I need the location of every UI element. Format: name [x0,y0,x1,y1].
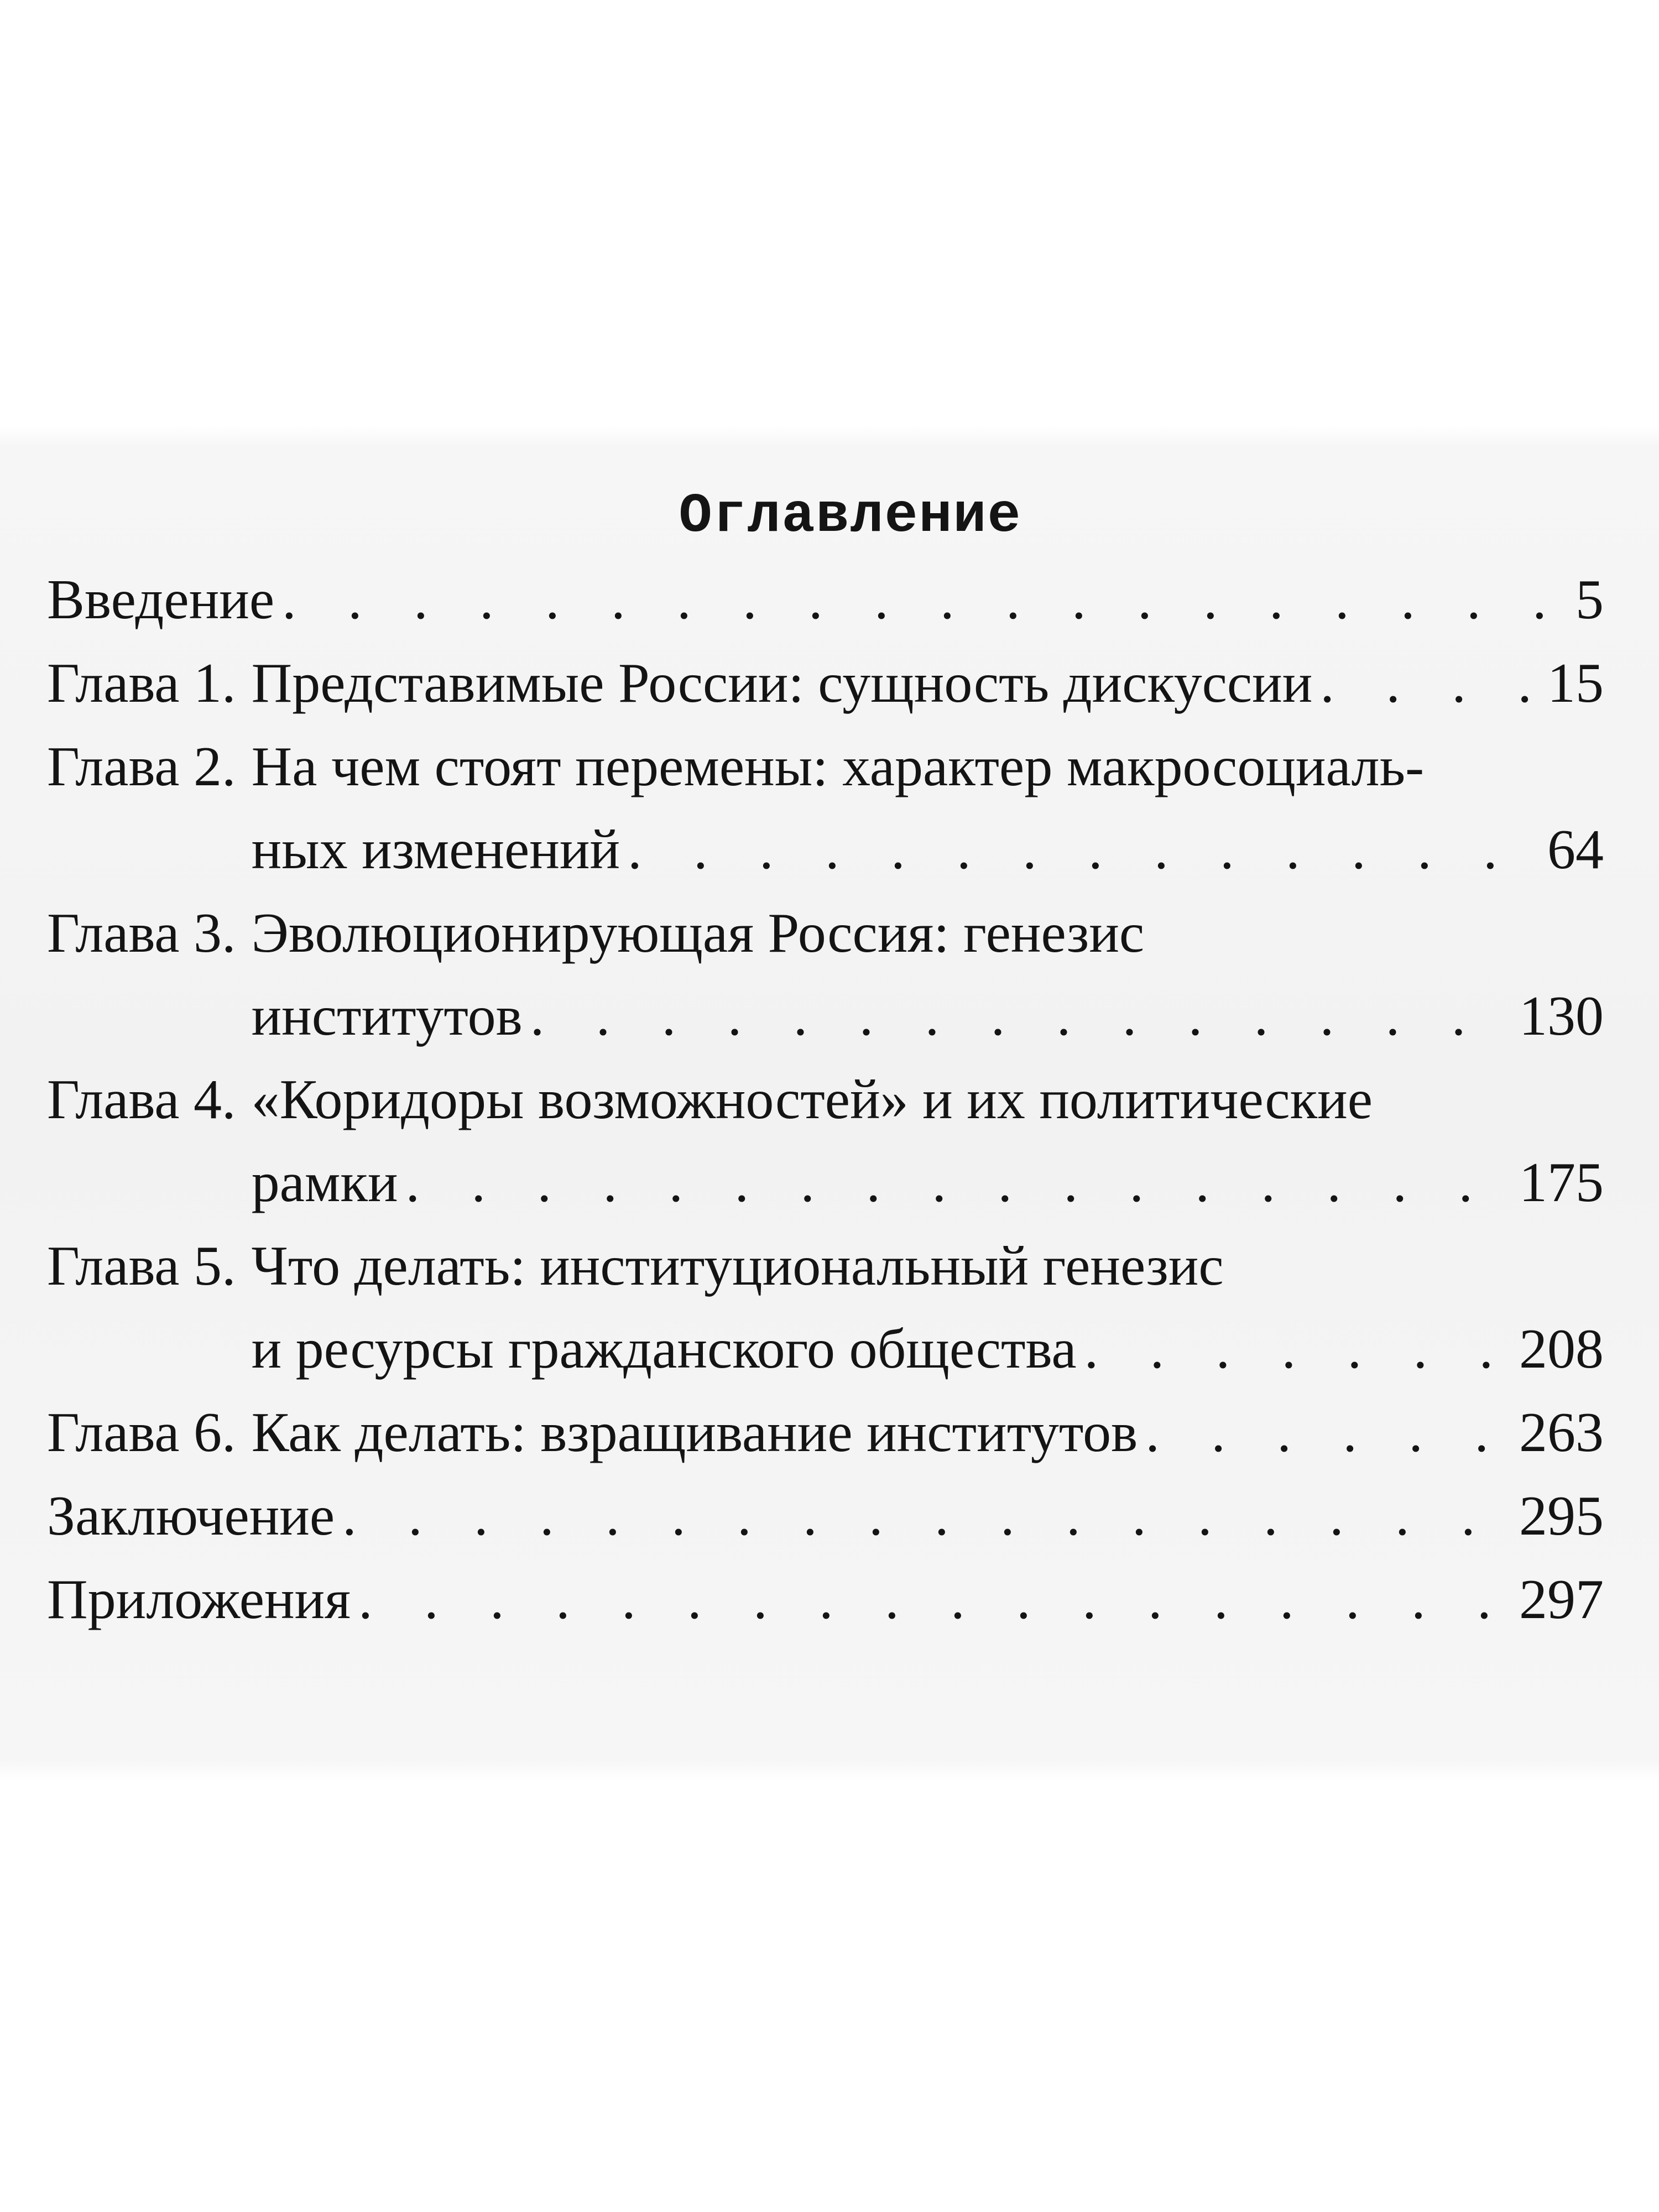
toc-entry-text: Представимые России: сущность дискуссии [251,652,1313,714]
chapter-label: Глава 1. [47,652,236,714]
table-of-contents [47,481,1604,1642]
toc-entry-body [252,726,1604,891]
toc-entry-text: Как делать: взращивание институтов [251,1401,1138,1464]
toc-page-number: 208 [1519,1318,1604,1380]
toc-entry-text: «Коридоры возможностей» и их политические [251,1068,1373,1131]
toc-page-number: 263 [1519,1401,1604,1464]
toc-entry-chapter-2[interactable] [47,726,1604,891]
toc-page-number: 15 [1547,652,1604,714]
chapter-label: Глава 2. [47,735,236,798]
toc-entry-chapter-5[interactable] [47,1225,1604,1391]
dot-leader [274,559,1575,641]
toc-entry-chapter-4[interactable] [47,1058,1604,1224]
chapter-label: Глава 6. [47,1401,236,1464]
toc-entry-text: Введение [47,568,275,631]
dot-leader [351,1558,1519,1641]
toc-entry-line [252,726,1604,808]
toc-entry-text: и ресурсы гражданского общества [251,1318,1077,1380]
toc-entry-chapter-1[interactable] [47,642,1604,725]
toc-entry-line [252,1391,1604,1474]
toc-entry-text: Эволюционирующая Россия: генезис [251,902,1145,964]
toc-entry-line [252,1308,1604,1391]
toc-entry-body [252,1058,1604,1224]
toc-page-number: 64 [1547,818,1604,881]
toc-entry-line [47,1475,1604,1558]
toc-entry-text: ных изменений [251,818,620,881]
toc-page-number: 297 [1519,1568,1604,1631]
toc-entry-line [252,1058,1604,1141]
toc-entry-body [252,642,1604,725]
toc-entry-line [252,975,1604,1058]
dot-leader [1138,1391,1519,1474]
toc-page-number: 130 [1519,985,1604,1047]
toc-page-number: 5 [1575,568,1604,631]
dot-leader [398,1141,1519,1224]
dot-leader [1312,642,1547,725]
toc-entry-body [252,1225,1604,1391]
toc-entry-text: институтов [251,985,523,1047]
toc-entry-line [47,559,1604,641]
toc-entry-body [47,559,1604,641]
toc-entry-line [252,892,1604,975]
toc-entry-conclusion[interactable] [47,1475,1604,1558]
toc-title: Оглавление [679,486,1022,548]
toc-entry-text: На чем стоят перемены: характер макросоциаль- [251,735,1425,798]
dot-leader [620,808,1547,891]
toc-entry-chapter-3[interactable] [47,892,1604,1058]
toc-entry-text: Приложения [47,1568,351,1631]
toc-entry-line [47,1558,1604,1641]
page-bottom-edge [0,1759,1659,1781]
toc-entry-body [252,1391,1604,1474]
toc-entry-appendices[interactable] [47,1558,1604,1641]
toc-entry-introduction[interactable] [47,559,1604,641]
dot-leader [1077,1308,1519,1391]
chapter-label: Глава 5. [47,1235,236,1297]
chapter-label: Глава 3. [47,902,236,964]
toc-entry-chapter-6[interactable] [47,1391,1604,1474]
dot-leader [335,1475,1519,1558]
toc-page-number: 295 [1519,1485,1604,1547]
toc-page-number: 175 [1519,1151,1604,1214]
chapter-label: Глава 4. [47,1068,236,1131]
toc-entry-line [252,1141,1604,1224]
page-top-edge [0,426,1659,448]
toc-entry-body [47,1475,1604,1558]
dot-leader [523,975,1519,1058]
toc-entry-text: Заключение [47,1485,335,1547]
toc-entry-body [47,1558,1604,1641]
toc-entry-body [252,892,1604,1058]
toc-entry-text: Что делать: институциональный генезис [251,1235,1224,1297]
toc-entry-line [252,1225,1604,1308]
toc-entry-text: рамки [251,1151,398,1214]
toc-entry-line [252,808,1604,891]
toc-entry-line [252,642,1604,725]
